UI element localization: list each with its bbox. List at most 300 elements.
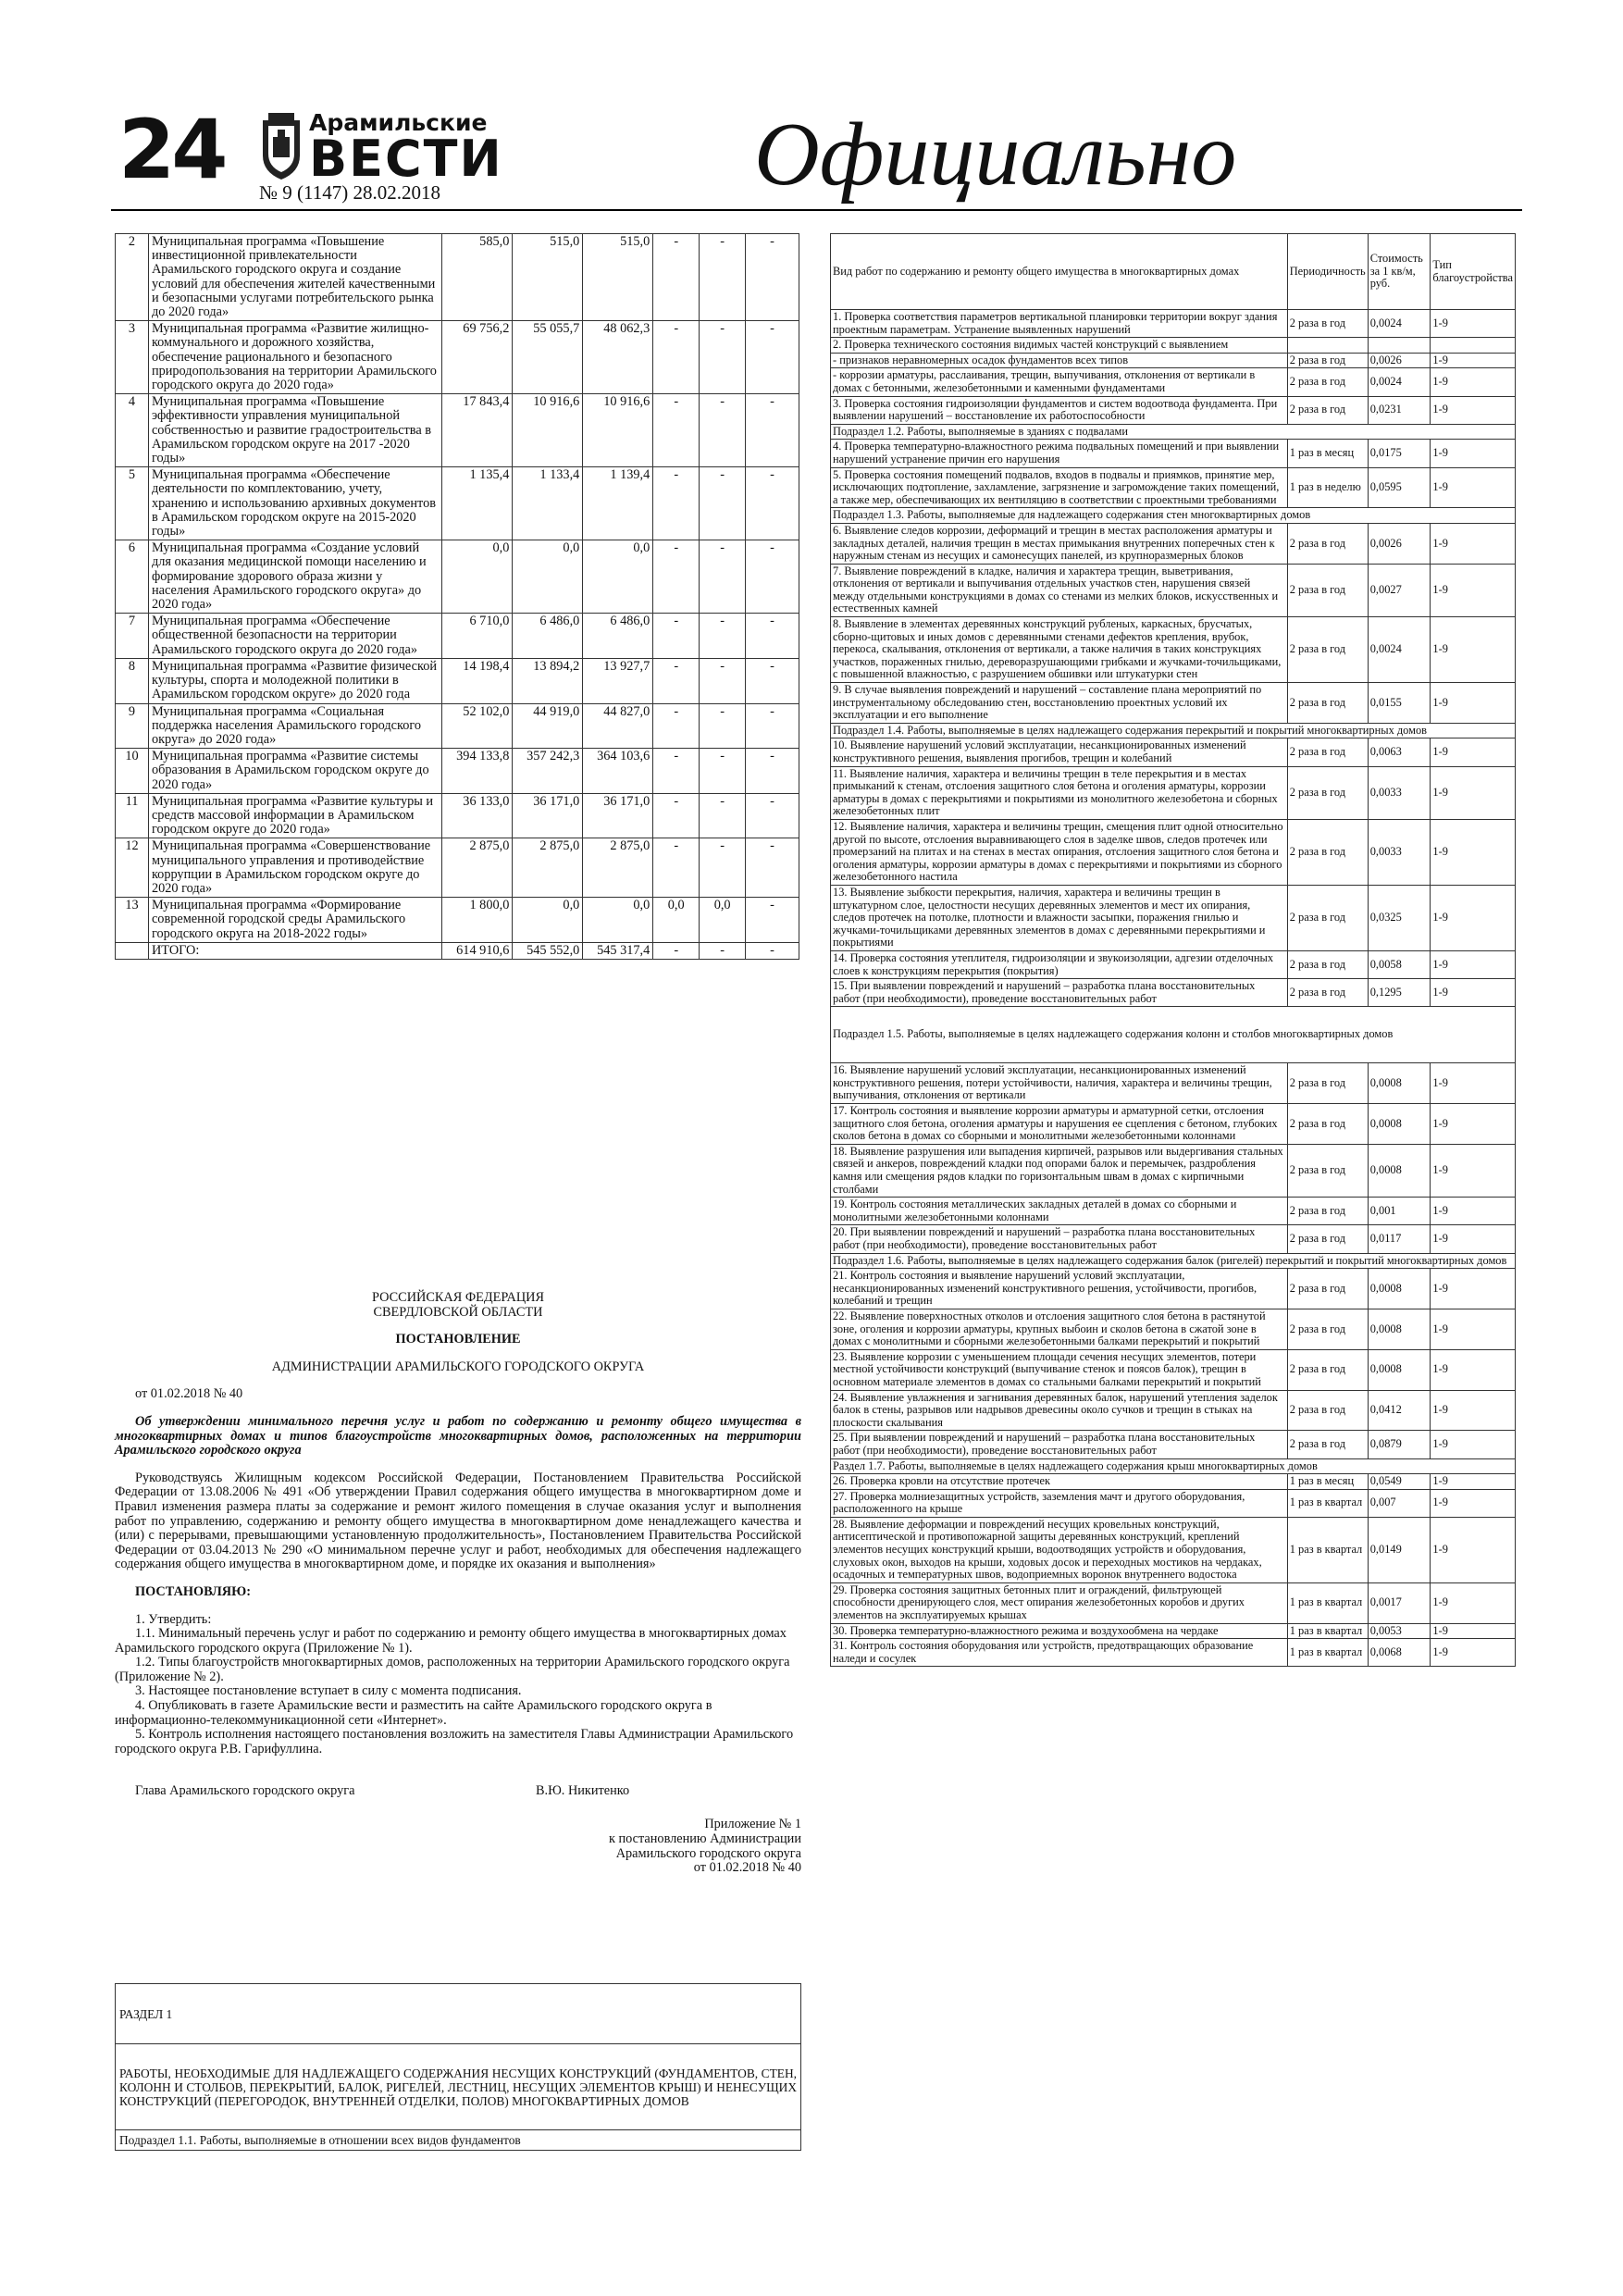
program-value-2: 357 242,3 (513, 749, 583, 794)
work-frequency: 1 раз в месяц (1287, 440, 1368, 467)
program-col-b: - (700, 394, 746, 467)
work-frequency: 2 раза в год (1287, 766, 1368, 819)
work-description: 18. Выявление разрушения или выпадения кирпичей, разрывов или выдергивания стальных связей и анкеров, повреждений кладки под опорами балок и перемычек, раздробления камня или смещения рядов кладки по горизонтальным швам в домах с кирпичными столбами (831, 1144, 1288, 1197)
work-frequency: 2 раза в год (1287, 950, 1368, 978)
work-frequency: 1 раз в месяц (1287, 1474, 1368, 1490)
appendix-line: к постановлению Администрации (608, 1831, 801, 1847)
work-description: 23. Выявление коррозии с уменьшением площади сечения несущих элементов, потери местной устойчивости конструкций (выпучивание стенок и поясов балок), трещин в основном материале элементов в домах со стальными балками перекрытий и покрытий (831, 1349, 1288, 1390)
program-value-2: 515,0 (513, 234, 583, 321)
work-frequency: 1 раз в квартал (1287, 1623, 1368, 1639)
program-col-c: - (746, 658, 799, 703)
work-description: 7. Выявление повреждений в кладке, наличия и характера трещин, выветривания, отклонения от вертикали и выпучивания отдельных участков стен, нарушения связей между отдельными конструкциями в домах со стенами из мелких блоков, искусственных и естественных камней (831, 564, 1288, 616)
appendix-line: от 01.02.2018 № 40 (693, 1860, 801, 1876)
program-col-a: - (653, 540, 700, 614)
appendix-line: Приложение № 1 (704, 1817, 801, 1832)
work-type (1431, 338, 1516, 354)
work-type: 1-9 (1431, 1582, 1516, 1623)
works-row (831, 950, 1516, 978)
works-row (831, 1269, 1516, 1309)
work-frequency: 2 раза в год (1287, 1269, 1368, 1309)
works-row (831, 1431, 1516, 1458)
work-cost: 0,0024 (1368, 617, 1431, 683)
work-description: - коррозии арматуры, расслаивания, трещин, выпучивания, отклонения от вертикали в домах с бетонными, железобетонными и каменными фундаментами (831, 368, 1288, 396)
program-value-3: 44 827,0 (583, 703, 653, 749)
program-col-a: - (653, 321, 700, 394)
work-frequency: 2 раза в год (1287, 564, 1368, 616)
work-cost: 0,007 (1368, 1489, 1431, 1517)
program-value-2: 6 486,0 (513, 614, 583, 659)
decree-block (115, 1291, 801, 1876)
works-subsection (831, 424, 1516, 440)
program-col-b: - (700, 838, 746, 898)
work-frequency: 1 раз в квартал (1287, 1517, 1368, 1582)
program-value-1: 52 102,0 (442, 703, 513, 749)
work-type: 1-9 (1431, 1063, 1516, 1104)
work-cost: 0,0058 (1368, 950, 1431, 978)
program-col-a: - (653, 749, 700, 794)
program-value-3: 364 103,6 (583, 749, 653, 794)
works-row (831, 979, 1516, 1007)
program-value-3: 48 062,3 (583, 321, 653, 394)
program-col-c: - (746, 394, 799, 467)
program-value-1: 14 198,4 (442, 658, 513, 703)
razdel-desc: РАБОТЫ, НЕОБХОДИМЫЕ ДЛЯ НАДЛЕЖАЩЕГО СОДЕРЖАНИЯ НЕСУЩИХ КОНСТРУКЦИЙ (ФУНДАМЕНТОВ, СТЕН, КОЛОНН И СТОЛБОВ, ПЕРЕКРЫТИЙ, БАЛОК, РИГЕЛЕЙ, ЛЕСТНИЦ, НЕСУЩИХ ЭЛЕМЕНТОВ КРЫШ) И НЕНЕСУЩИХ КОНСТРУКЦИЙ (ПЕРЕГОРОДОК, ВНУТРЕННЕЙ ОТДЕЛКИ, ПОЛОВ) МНОГОКВАРТИРНЫХ ДОМОВ (116, 2044, 801, 2130)
program-row (116, 793, 799, 838)
work-description: - признаков неравномерных осадок фундаментов всех типов (831, 353, 1288, 368)
work-frequency: 2 раза в год (1287, 819, 1368, 885)
decree-type: ПОСТАНОВЛЕНИЕ (395, 1332, 521, 1347)
program-number: 7 (116, 614, 149, 659)
program-number: 13 (116, 898, 149, 943)
program-col-b: - (700, 234, 746, 321)
decree-authority: АДМИНИСТРАЦИИ АРАМИЛЬСКОГО ГОРОДСКОГО ОКРУГА (271, 1359, 645, 1374)
works-row (831, 368, 1516, 396)
program-col-b: - (700, 793, 746, 838)
work-description: 17. Контроль состояния и выявление коррозии арматуры и арматурной сетки, отслоения защитного слоя бетона, оголения арматуры и нарушения ее сцепления с бетоном, глубоких сколов бетона в домах со сборными и монолитными железобетонными колоннами (831, 1104, 1288, 1145)
work-description: 6. Выявление следов коррозии, деформаций и трещин в местах расположения арматуры и закладных деталей, наличия трещин в местах примыкания внутренних поперечных стен к наружным стенам из несущих и самонесущих панелей, из крупноразмерных блоков (831, 523, 1288, 564)
works-header-type: Тип благоустройства (1431, 234, 1516, 310)
work-cost: 0,0008 (1368, 1309, 1431, 1349)
work-type: 1-9 (1431, 1639, 1516, 1667)
work-description: 14. Проверка состояния утеплителя, гидроизоляции и звукоизоляции, адгезии отделочных слоев к конструкциям перекрытия (покрытия) (831, 950, 1288, 978)
work-cost: 0,0033 (1368, 766, 1431, 819)
work-type: 1-9 (1431, 1349, 1516, 1390)
program-value-3: 13 927,7 (583, 658, 653, 703)
work-type: 1-9 (1431, 310, 1516, 338)
program-value-3: 545 317,4 (583, 942, 653, 959)
works-subsection-title: Подраздел 1.3. Работы, выполняемые для надлежащего содержания стен многоквартирных домов (831, 508, 1516, 524)
works-row (831, 1489, 1516, 1517)
work-description: 26. Проверка кровли на отсутствие протечек (831, 1474, 1288, 1490)
work-frequency: 2 раза в год (1287, 1309, 1368, 1349)
program-col-a: - (653, 394, 700, 467)
program-row (116, 394, 799, 467)
work-frequency: 2 раза в год (1287, 617, 1368, 683)
works-row (831, 467, 1516, 508)
works-row (831, 1349, 1516, 1390)
work-frequency: 2 раза в год (1287, 1349, 1368, 1390)
works-subsection (831, 723, 1516, 738)
work-frequency: 2 раза в год (1287, 310, 1368, 338)
work-description: 15. При выявлении повреждений и нарушений – разработка плана восстановительных работ (при необходимости), проведение восстановительных работ (831, 979, 1288, 1007)
work-cost: 0,0549 (1368, 1474, 1431, 1490)
work-type: 1-9 (1431, 738, 1516, 766)
program-col-c: - (746, 467, 799, 540)
work-description: 16. Выявление нарушений условий эксплуатации, несанкционированных изменений конструктивного решения, потери устойчивости, наличия, характера и величины трещин, выпучивания, отклонения от вертикали (831, 1063, 1288, 1104)
work-cost: 0,0595 (1368, 467, 1431, 508)
program-value-1: 394 133,8 (442, 749, 513, 794)
program-number: 3 (116, 321, 149, 394)
work-cost: 0,0026 (1368, 353, 1431, 368)
works-row (831, 683, 1516, 724)
work-cost: 0,0068 (1368, 1639, 1431, 1667)
program-col-a: - (653, 942, 700, 959)
program-value-1: 36 133,0 (442, 793, 513, 838)
works-row (831, 1474, 1516, 1490)
logo-big-text: ВЕСТИ (309, 130, 503, 188)
work-description: 3. Проверка состояния гидроизоляции фундаментов и систем водоотвода фундамента. При выявлении нарушений – восстановление их работоспособности (831, 396, 1288, 424)
works-header-work: Вид работ по содержанию и ремонту общего имущества в многоквартирных домах (831, 234, 1288, 310)
work-type: 1-9 (1431, 1309, 1516, 1349)
work-type: 1-9 (1431, 523, 1516, 564)
work-cost: 0,0149 (1368, 1517, 1431, 1582)
program-row (116, 898, 799, 943)
program-value-3: 2 875,0 (583, 838, 653, 898)
work-description: 31. Контроль состояния оборудования или устройств, предотвращающих образование наледи и сосулек (831, 1639, 1288, 1667)
decree-country: РОССИЙСКАЯ ФЕДЕРАЦИЯ (372, 1290, 544, 1305)
works-row (831, 564, 1516, 616)
program-col-b: - (700, 321, 746, 394)
program-name: Муниципальная программа «Развитие физической культуры, спорта и молодежной политики в Арамильском городском округе» до 2020 года (148, 658, 441, 703)
work-cost: 0,0027 (1368, 564, 1431, 616)
work-description: 12. Выявление наличия, характера и величины трещин, смещения плит одной относительно другой по высоте, отслоения выравнивающего слоя в заделке швов, следов протечек или промерзаний на плитах и на стенах в местах опирания, отслоения защитного слоя бетона и оголения арматуры, коррозии арматуры в домах с перекрытиями и покрытиями из сборного железобетонного настила (831, 819, 1288, 885)
program-value-2: 545 552,0 (513, 942, 583, 959)
header-rule (111, 209, 1522, 211)
program-value-2: 0,0 (513, 898, 583, 943)
page-number: 24 (118, 102, 225, 197)
decree-item: 1.2. Типы благоустройств многоквартирных домов, расположенных на территории Арамильского городского округа (Приложение № 2). (115, 1655, 790, 1684)
decree-items (115, 1613, 801, 1757)
program-number: 2 (116, 234, 149, 321)
decree-item: 1.1. Минимальный перечень услуг и работ по содержанию и ремонту общего имущества в многоквартирных домах Арамильского городского округа (Приложение № 1). (115, 1626, 787, 1656)
program-col-c: - (746, 321, 799, 394)
program-col-c: - (746, 614, 799, 659)
works-row (831, 1198, 1516, 1225)
work-type: 1-9 (1431, 819, 1516, 885)
program-value-3: 0,0 (583, 898, 653, 943)
program-name: ИТОГО: (148, 942, 441, 959)
logo-small-text: Арамильские (309, 109, 488, 136)
program-number: 6 (116, 540, 149, 614)
work-cost: 0,0008 (1368, 1144, 1431, 1197)
program-number: 8 (116, 658, 149, 703)
work-frequency: 2 раза в год (1287, 1144, 1368, 1197)
work-description: 25. При выявлении повреждений и нарушений – разработка плана восстановительных работ (при необходимости), проведение восстановительных работ (831, 1431, 1288, 1458)
program-col-b: - (700, 703, 746, 749)
works-row (831, 1582, 1516, 1623)
program-value-1: 17 843,4 (442, 394, 513, 467)
decree-title: Об утверждении минимального перечня услуг и работ по содержанию и ремонту общего имущества в многоквартирных домах и типов благоустройств многоквартирных домов, расположенных на территории Арамильского городского округа (115, 1413, 801, 1458)
program-col-c: - (746, 749, 799, 794)
work-type: 1-9 (1431, 440, 1516, 467)
work-cost: 0,0024 (1368, 368, 1431, 396)
works-row (831, 523, 1516, 564)
works-row (831, 766, 1516, 819)
work-type: 1-9 (1431, 979, 1516, 1007)
work-description: 21. Контроль состояния и выявление нарушений условий эксплуатации, несанкционированных изменений конструктивного решения, устойчивости, прогибов, колебаний и трещин (831, 1269, 1288, 1309)
work-type: 1-9 (1431, 950, 1516, 978)
work-type: 1-9 (1431, 467, 1516, 508)
program-value-2: 13 894,2 (513, 658, 583, 703)
section-title: Официально (754, 105, 1237, 205)
program-number: 10 (116, 749, 149, 794)
work-description: 2. Проверка технического состояния видимых частей конструкций с выявлением (831, 338, 1288, 354)
works-row (831, 353, 1516, 368)
work-frequency: 2 раза в год (1287, 396, 1368, 424)
work-frequency: 2 раза в год (1287, 1390, 1368, 1431)
work-cost: 0,0412 (1368, 1390, 1431, 1431)
program-col-b: 0,0 (700, 898, 746, 943)
work-description: 30. Проверка температурно-влажностного режима и воздухообмена на чердаке (831, 1623, 1288, 1639)
works-row (831, 1104, 1516, 1145)
program-value-1: 585,0 (442, 234, 513, 321)
work-frequency: 2 раза в год (1287, 1225, 1368, 1253)
work-cost: 0,0155 (1368, 683, 1431, 724)
program-number (116, 942, 149, 959)
work-description: 11. Выявление наличия, характера и величины трещин в теле перекрытия и в местах примыканий к стенам, отслоения защитного слоя бетона и оголения арматуры, коррозии арматуры в домах с перекрытиями и покрытиями из монолитного железобетона и сборных железобетонных плит (831, 766, 1288, 819)
work-description: 24. Выявление увлажнения и загнивания деревянных балок, нарушений утепления заделок балок в стены, разрывов или надрывов древесины около сучков и трещин в стыках на плоскости скалывания (831, 1390, 1288, 1431)
work-description: 4. Проверка температурно-влажностного режима подвальных помещений и при выявлении нарушений устранение причин его нарушения (831, 440, 1288, 467)
program-name: Муниципальная программа «Развитие культуры и средств массовой информации в Арамильском городском округе до 2020 года» (148, 793, 441, 838)
work-cost: 0,0053 (1368, 1623, 1431, 1639)
program-col-a: 0,0 (653, 898, 700, 943)
program-value-2: 1 133,4 (513, 467, 583, 540)
decree-date: от 01.02.2018 № 40 (135, 1386, 243, 1402)
works-subsection-title: Подраздел 1.5. Работы, выполняемые в целях надлежащего содержания колонн и столбов многоквартирных домов (831, 1007, 1516, 1063)
program-name: Муниципальная программа «Совершенствование муниципального управления и противодействие коррупции в Арамильском городском округе до 2020 года» (148, 838, 441, 898)
program-value-1: 1 800,0 (442, 898, 513, 943)
work-frequency (1287, 338, 1368, 354)
program-row (116, 321, 799, 394)
work-frequency: 2 раза в год (1287, 1431, 1368, 1458)
work-cost: 0,0017 (1368, 1582, 1431, 1623)
work-frequency: 2 раза в год (1287, 885, 1368, 950)
work-frequency: 2 раза в год (1287, 353, 1368, 368)
program-col-b: - (700, 614, 746, 659)
work-cost: 0,0033 (1368, 819, 1431, 885)
works-row (831, 338, 1516, 354)
program-name: Муниципальная программа «Формирование современной городской среды Арамильского городского округа на 2018-2022 годы» (148, 898, 441, 943)
program-name: Муниципальная программа «Повышение эффективности управления муниципальной собственностью и развитие градостроительства в Арамильском городском округе на 2017 -2020 годы» (148, 394, 441, 467)
program-value-2: 36 171,0 (513, 793, 583, 838)
work-description: 20. При выявлении повреждений и нарушений – разработка плана восстановительных работ (при необходимости), проведение восстановительных работ (831, 1225, 1288, 1253)
work-cost: 0,0008 (1368, 1349, 1431, 1390)
work-cost: 0,0026 (1368, 523, 1431, 564)
program-value-1: 2 875,0 (442, 838, 513, 898)
decree-item: 5. Контроль исполнения настоящего постановления возложить на заместителя Главы Администрации Арамильского городского округа Р.В. Гарифуллина. (115, 1727, 794, 1756)
program-value-3: 6 486,0 (583, 614, 653, 659)
program-row (116, 467, 799, 540)
work-type: 1-9 (1431, 885, 1516, 950)
works-row (831, 396, 1516, 424)
program-value-1: 0,0 (442, 540, 513, 614)
program-row (116, 703, 799, 749)
program-number: 5 (116, 467, 149, 540)
work-type: 1-9 (1431, 1269, 1516, 1309)
program-col-a: - (653, 614, 700, 659)
works-row (831, 1390, 1516, 1431)
program-col-c: - (746, 838, 799, 898)
work-cost: 0,0175 (1368, 440, 1431, 467)
work-description: 19. Контроль состояния металлических закладных деталей в домах со сборными и монолитными железобетонными колоннами (831, 1198, 1288, 1225)
program-name: Муниципальная программа «Развитие системы образования в Арамильском городском округе до 2020 года» (148, 749, 441, 794)
program-row (116, 658, 799, 703)
program-name: Муниципальная программа «Повышение инвестиционной привлекательности Арамильского городского округа и создание условий для обеспечения жителей качественными и безопасными услугами потребительского рынка до 2020 года» (148, 234, 441, 321)
work-cost: 0,0325 (1368, 885, 1431, 950)
works-row (831, 617, 1516, 683)
work-type: 1-9 (1431, 1489, 1516, 1517)
program-col-a: - (653, 467, 700, 540)
work-type: 1-9 (1431, 1623, 1516, 1639)
works-subsection (831, 508, 1516, 524)
work-description: 10. Выявление нарушений условий эксплуатации, несанкционированных изменений конструктивного решения, выявления прогибов, трещин и колебаний (831, 738, 1288, 766)
program-value-2: 2 875,0 (513, 838, 583, 898)
work-cost: 0,1295 (1368, 979, 1431, 1007)
razdel-sub: Подраздел 1.1. Работы, выполняемые в отношении всех видов фундаментов (116, 2130, 801, 2151)
decree-resolve: ПОСТАНОВЛЯЮ: (135, 1583, 251, 1599)
work-description: 27. Проверка молниезащитных устройств, заземления мачт и другого оборудования, расположенного на крыше (831, 1489, 1288, 1517)
appendix-note (115, 1818, 801, 1875)
program-col-c: - (746, 234, 799, 321)
program-row (116, 540, 799, 614)
work-cost (1368, 338, 1431, 354)
sign-name: В.Ю. Никитенко (536, 1783, 630, 1799)
work-cost: 0,0008 (1368, 1104, 1431, 1145)
work-frequency: 1 раз в квартал (1287, 1489, 1368, 1517)
work-type: 1-9 (1431, 1474, 1516, 1490)
works-header-cost: Стоимость за 1 кв/м, руб. (1368, 234, 1431, 310)
program-col-c: - (746, 703, 799, 749)
program-col-b: - (700, 942, 746, 959)
program-row (116, 614, 799, 659)
program-number: 4 (116, 394, 149, 467)
work-frequency: 2 раза в год (1287, 979, 1368, 1007)
decree-region: СВЕРДЛОВСКОЙ ОБЛАСТИ (373, 1304, 543, 1320)
works-table (830, 233, 1516, 1667)
program-row (116, 942, 799, 959)
work-type: 1-9 (1431, 1198, 1516, 1225)
program-col-b: - (700, 658, 746, 703)
works-subsection-title: Раздел 1.7. Работы, выполняемые в целях надлежащего содержания крыш многоквартирных домов (831, 1458, 1516, 1474)
work-description: 5. Проверка состояния помещений подвалов, входов в подвалы и приямков, принятие мер, исключающих подтопление, захламление, загрязнение и загромождение таких помещений, а также мер, обеспечивающих их вентиляцию в соответствии с проектными требованиями (831, 467, 1288, 508)
works-subsection-title: Подраздел 1.6. Работы, выполняемые в целях надлежащего содержания балок (ригелей) перекрытий и покрытий многоквартирных домов (831, 1253, 1516, 1269)
programs-table (115, 233, 799, 960)
program-value-3: 10 916,6 (583, 394, 653, 467)
work-frequency: 1 раз в неделю (1287, 467, 1368, 508)
program-value-1: 614 910,6 (442, 942, 513, 959)
work-cost: 0,0008 (1368, 1269, 1431, 1309)
program-col-b: - (700, 467, 746, 540)
work-description: 22. Выявление поверхностных отколов и отслоения защитного слоя бетона в растянутой зоне, оголения и коррозии арматуры, крупных выбоин и сколов бетона в сжатой зоне в домах с монолитными и сборными железобетонными балками перекрытий и покрытий (831, 1309, 1288, 1349)
razdel-table (115, 1983, 801, 2151)
coat-of-arms-icon (259, 113, 304, 181)
work-frequency: 2 раза в год (1287, 1198, 1368, 1225)
program-value-1: 69 756,2 (442, 321, 513, 394)
works-row (831, 1623, 1516, 1639)
program-col-a: - (653, 658, 700, 703)
works-subsection (831, 1458, 1516, 1474)
works-subsection (831, 1253, 1516, 1269)
work-frequency: 2 раза в год (1287, 683, 1368, 724)
program-value-3: 36 171,0 (583, 793, 653, 838)
program-col-a: - (653, 838, 700, 898)
program-value-2: 0,0 (513, 540, 583, 614)
work-frequency: 2 раза в год (1287, 368, 1368, 396)
works-subsection (831, 1007, 1516, 1063)
program-row (116, 838, 799, 898)
work-description: 9. В случае выявления повреждений и нарушений – составление плана мероприятий по инструментальному обследованию стен, восстановлению проектных условий их эксплуатации и его выполнение (831, 683, 1288, 724)
program-name: Муниципальная программа «Развитие жилищно-коммунального и дорожного хозяйства, обеспечение рационального и безопасного природопользования на территории Арамильского городского округа до 2020 года» (148, 321, 441, 394)
program-number: 11 (116, 793, 149, 838)
decree-item: 4. Опубликовать в газете Арамильские вести и разместить на сайте Арамильского городского округа в информационно-телекоммуникационной сети «Интернет». (115, 1698, 712, 1728)
works-row (831, 440, 1516, 467)
work-description: 28. Выявление деформации и повреждений несущих кровельных конструкций, антисептической и противопожарной защиты деревянных конструкций, креплений элементов несущих конструкций крыши, водоотводящих устройств и оборудования, слуховых окон, выходов на крыши, ходовых досок и переходных мостиков на чердаках, осадочных и температурных швов, водоприемных воронок внутреннего водостока (831, 1517, 1288, 1582)
program-name: Муниципальная программа «Обеспечение общественной безопасности на территории Арамильского городского округа до 2020 года» (148, 614, 441, 659)
works-row (831, 885, 1516, 950)
work-frequency: 1 раз в квартал (1287, 1639, 1368, 1667)
sign-role: Глава Арамильского городского округа (135, 1783, 355, 1799)
program-col-c: - (746, 540, 799, 614)
works-subsection-title: Подраздел 1.4. Работы, выполняемые в целях надлежащего содержания перекрытий и покрытий многоквартирных домов (831, 723, 1516, 738)
program-value-2: 55 055,7 (513, 321, 583, 394)
work-description: 13. Выявление зыбкости перекрытия, наличия, характера и величины трещин в штукатурном слое, целостности несущих деревянных элементов и мест их опирания, следов протечек на потолке, плотности и влажности засыпки, поражения гнилью и жучками-точильщиками деревянных элементов в домах с деревянными перекрытиями и покрытиями (831, 885, 1288, 950)
work-type: 1-9 (1431, 683, 1516, 724)
work-type: 1-9 (1431, 766, 1516, 819)
program-value-2: 10 916,6 (513, 394, 583, 467)
works-header-freq: Периодичность (1287, 234, 1368, 310)
work-description: 1. Проверка соответствия параметров вертикальной планировки территории вокруг здания проектным параметрам. Устранение выявленных нарушений (831, 310, 1288, 338)
works-row (831, 1309, 1516, 1349)
program-col-a: - (653, 234, 700, 321)
program-name: Муниципальная программа «Создание условий для оказания медицинской помощи населению и формирование здорового образа жизни у населения Арамильского городского округа» до 2020 года» (148, 540, 441, 614)
appendix-line: Арамильского городского округа (615, 1845, 801, 1861)
program-number: 12 (116, 838, 149, 898)
works-subsection-title: Подраздел 1.2. Работы, выполняемые в зданиях с подвалами (831, 424, 1516, 440)
work-type: 1-9 (1431, 617, 1516, 683)
work-type: 1-9 (1431, 1144, 1516, 1197)
program-col-b: - (700, 540, 746, 614)
work-type: 1-9 (1431, 396, 1516, 424)
works-row (831, 310, 1516, 338)
program-row (116, 234, 799, 321)
program-value-1: 1 135,4 (442, 467, 513, 540)
program-col-a: - (653, 703, 700, 749)
program-name: Муниципальная программа «Социальная поддержка населения Арамильского городского округа» до 2020 года» (148, 703, 441, 749)
issue-number: № 9 (1147) 28.02.2018 (259, 181, 440, 204)
program-value-3: 515,0 (583, 234, 653, 321)
work-type: 1-9 (1431, 564, 1516, 616)
work-frequency: 1 раз в квартал (1287, 1582, 1368, 1623)
decree-item: 3. Настоящее постановление вступает в силу с момента подписания. (135, 1683, 522, 1699)
works-row (831, 1639, 1516, 1667)
program-value-3: 1 139,4 (583, 467, 653, 540)
program-col-c: - (746, 898, 799, 943)
work-frequency: 2 раза в год (1287, 738, 1368, 766)
work-cost: 0,001 (1368, 1198, 1431, 1225)
program-col-a: - (653, 793, 700, 838)
program-col-b: - (700, 749, 746, 794)
work-type: 1-9 (1431, 1104, 1516, 1145)
